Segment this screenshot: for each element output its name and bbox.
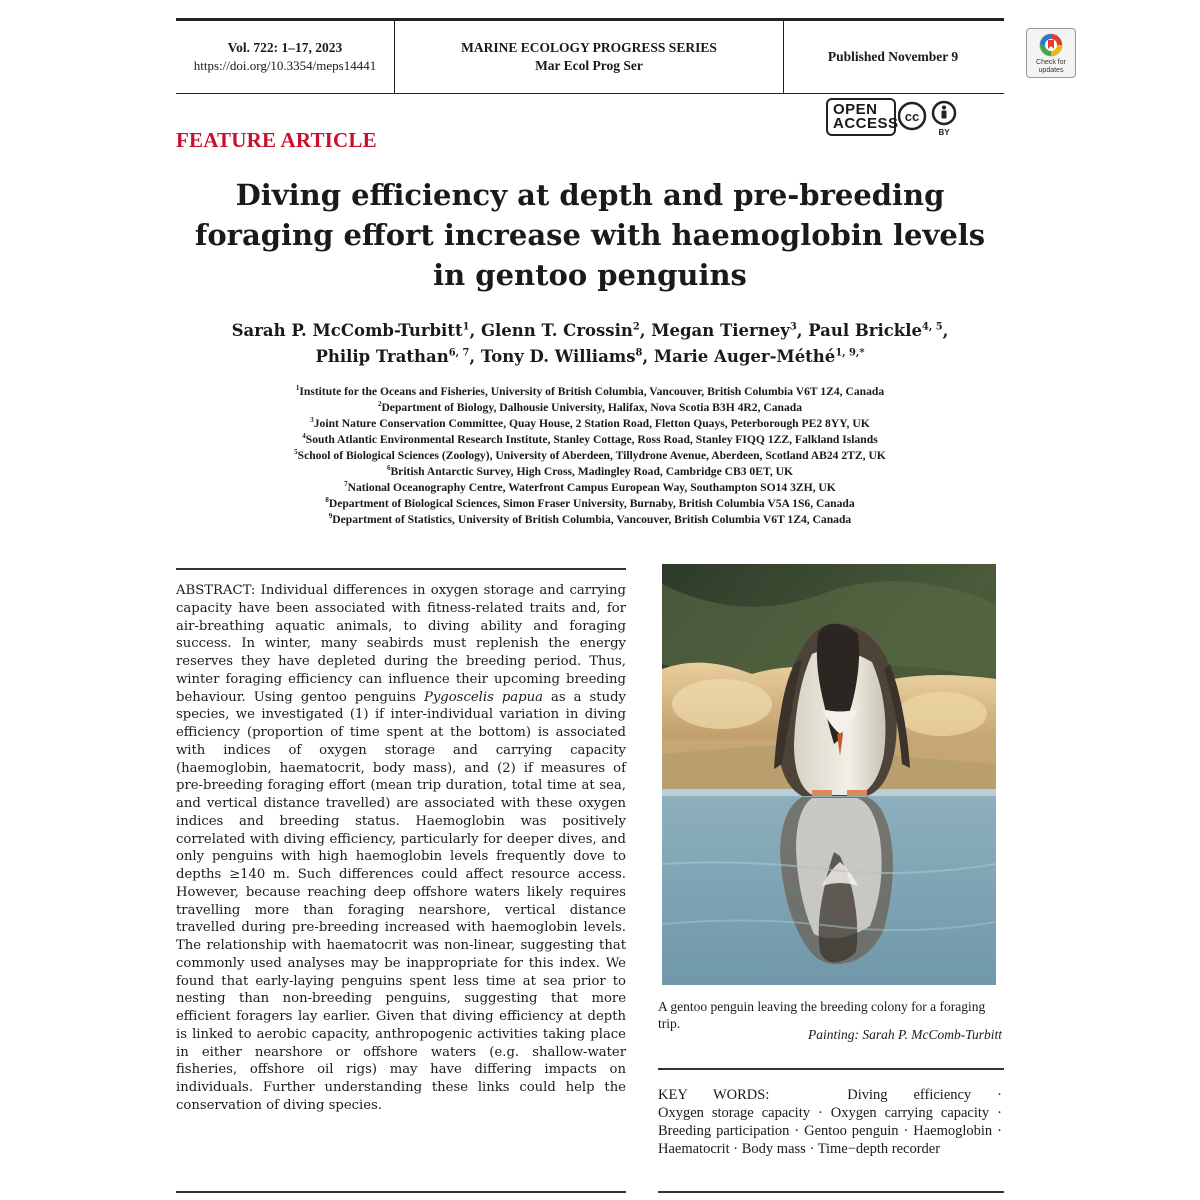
published-cell — [782, 21, 1004, 93]
author-name: Sarah P. McComb-Turbitt — [231, 321, 463, 340]
keyword: Time−depth recorder — [817, 1141, 941, 1157]
author-affiliation-marker: 1 — [462, 321, 470, 333]
check-for-updates-badge[interactable] — [1026, 28, 1076, 78]
open-access-line-1: OPEN — [833, 101, 878, 118]
affiliation-item: $^4$South Atlantic Environmental Research Institute, Stanley Cottage, Ross Road, Stanley FIQQ 1ZZ, Falkland Islands — [302, 432, 878, 446]
abstract-text: ABSTRACT: Individual differences in oxygen storage and carrying capacity have been associated with fitness-related traits and, for air-breathing aquatic animals, to diving ability and foraging success. In winter, many seabirds must replenish the energy reserves they have depleted during the breeding period. Thus, winter foraging efficiency can influence their upcoming breeding behaviour. Using gentoo penguins — [176, 583, 626, 705]
abstract-text: as a study species, we investigated (1) if inter-individual variation in diving efficiency (proportion of time spent at the bottom) is associated with indices of oxygen storage and carrying capacity (haemoglobin, haematocrit, body mass), and (2) if measures of pre-breeding foraging effort (mean trip duration, total time at sea, and vertical distance travelled) are associated with these oxygen indices and breeding status. Haemoglobin was positively correlated with diving efficiency, particularly for deeper dives, and only penguins with high haemoglobin levels frequently dove to depths ≥140 m. Such differences could affect resource access. However, because reaching deep offshore waters likely requires travelling more than foraging nearshore, vertical distance travelled during pre-breeding increased with haemoglobin levels. The relationship with haematocrit was non-linear, suggesting that commonly used analyses may be inappropriate for this index. We found that early-laying penguins spent less time at sea prior to nesting than non-breeding penguins, suggesting that more efficient foragers lay earlier. Given that diving efficiency at depth is linked to aerobic capacity, anthropogenic activities taking place in either nearshore or offshore waters (e.g. shallow-water fisheries, offshore oil rigs) may have differing impacts on individuals. Further understanding these links could help the conservation of diving species. — [176, 689, 626, 1113]
author-affiliation-marker: 8 — [635, 347, 643, 359]
affiliation-item: $^5$School of Biological Sciences (Zoology), University of Aberdeen, Tillydrone Avenue, Aberdeen, Scotland AB24 2TZ, UK — [294, 448, 886, 462]
author-affiliation-marker: 6, 7 — [448, 347, 470, 359]
journal-header — [176, 18, 1004, 94]
article-title — [176, 175, 1004, 295]
author-line: Sarah P. McComb-Turbitt$^1$, Glenn T. Crossin$^2$, Megan Tierney$^3$, Paul Brickle$^{4, 5}$, — [231, 321, 949, 340]
figure-caption: A gentoo penguin leaving the breeding colony for a foraging trip. — [658, 999, 986, 1031]
creative-commons-icon — [899, 103, 925, 129]
painting-credit: Painting: Sarah P. McComb-Turbitt — [807, 1027, 1002, 1042]
keyword: Diving efficiency — [847, 1087, 972, 1103]
by-text: BY — [938, 128, 950, 137]
open-access-line-2: ACCESS — [833, 115, 899, 132]
affiliation-list — [176, 384, 1004, 528]
author-name: Megan Tierney — [651, 321, 790, 340]
author-name: Tony D. Williams — [480, 347, 636, 366]
keyword: Haemoglobin — [913, 1123, 993, 1139]
affiliation-item: $^9$Department of Statistics, University of British Columbia, Vancouver, British Columbia V6T 1Z4, Canada — [328, 512, 852, 526]
author-name: Paul Brickle — [808, 321, 923, 340]
title-line: in gentoo penguins — [433, 258, 747, 292]
keywords-top-rule — [658, 1068, 1004, 1070]
volume-cell — [176, 21, 394, 93]
doi-link[interactable]: https://doi.org/10.3354/meps14441 — [193, 58, 377, 73]
author-affiliation-marker: 3 — [789, 321, 797, 333]
attribution-icon — [933, 102, 955, 137]
author-name: Philip Trathan — [315, 347, 449, 366]
volume-info: Vol. 722: 1–17, 2023 — [227, 40, 343, 55]
abstract — [176, 582, 626, 1115]
keyword: Gentoo penguin — [804, 1123, 899, 1139]
abstract-bottom-rule — [176, 1191, 626, 1193]
keywords-section: KEY WORDS: Diving efficiency · Oxygen storage capacity · Oxygen carrying capacity · Breeding participation · Gentoo penguin · Haemoglobin · Haematocrit · Body mass · Time−depth recorder — [658, 1087, 1002, 1157]
keywords-label: KEY WORDS: — [658, 1087, 770, 1103]
affiliation-item: $^8$Department of Biological Sciences, Simon Fraser University, Burnaby, British Columbia V5A 1S6, Canada — [325, 496, 855, 510]
keyword: Oxygen storage capacity — [658, 1105, 810, 1121]
keyword: Haematocrit — [658, 1141, 730, 1157]
feature-article-label: FEATURE ARTICLE — [176, 128, 377, 152]
author-affiliation-marker: 4, 5 — [922, 321, 943, 333]
keywords-bottom-rule — [658, 1191, 1004, 1193]
keyword: Breeding participation — [658, 1123, 790, 1139]
species-name: Pygoscelis papua — [423, 689, 543, 705]
check-updates-label: Check for updates — [1036, 59, 1066, 74]
open-access-badge — [826, 98, 899, 136]
title-line: Diving efficiency at depth and pre-breeding — [235, 178, 945, 212]
affiliation-item: $^6$British Antarctic Survey, High Cross, Madingley Road, Cambridge CB3 0ET, UK — [386, 464, 794, 478]
keyword: Oxygen carrying capacity — [830, 1105, 990, 1121]
published-date: Published November 9 — [827, 49, 959, 64]
journal-name: MARINE ECOLOGY PROGRESS SERIES — [461, 40, 717, 55]
affiliation-item: $^2$Department of Biology, Dalhousie University, Halifax, Nova Scotia B3H 4R2, Canada — [377, 400, 803, 414]
title-line: foraging effort increase with haemoglobin levels — [194, 218, 986, 252]
journal-abbrev: Mar Ecol Prog Ser — [535, 58, 643, 73]
author-name: Marie Auger-Méthé — [653, 347, 836, 366]
penguin-painting — [662, 564, 996, 985]
author-name: Glenn T. Crossin — [480, 321, 633, 340]
affiliation-item: $^7$National Oceanography Centre, Waterfront Campus European Way, Southampton SO14 3ZH, UK — [344, 480, 836, 494]
affiliation-item: $^1$Institute for the Oceans and Fisheries, University of British Columbia, Vancouver, British Columbia V6T 1Z4, Canada — [295, 384, 885, 398]
affiliation-item: $^3$Joint Nature Conservation Committee, Quay House, 2 Station Road, Fletton Quays, Peterborough PE2 8YY, UK — [310, 416, 870, 430]
cc-by-license-badge — [898, 100, 968, 138]
author-affiliation-marker: 1, 9,* — [835, 347, 865, 359]
author-line: Philip Trathan$^{6, 7}$, Tony D. Williams$^8$, Marie Auger-Méthé$^{1, 9,*}$ — [315, 347, 865, 366]
abstract-top-rule — [176, 568, 626, 570]
crossmark-icon — [1027, 31, 1075, 61]
keyword: Body mass — [741, 1141, 806, 1157]
journal-cell — [394, 21, 784, 93]
author-affiliation-marker: 2 — [632, 321, 640, 333]
cc-text: cc — [904, 109, 920, 124]
author-list — [176, 318, 1004, 370]
